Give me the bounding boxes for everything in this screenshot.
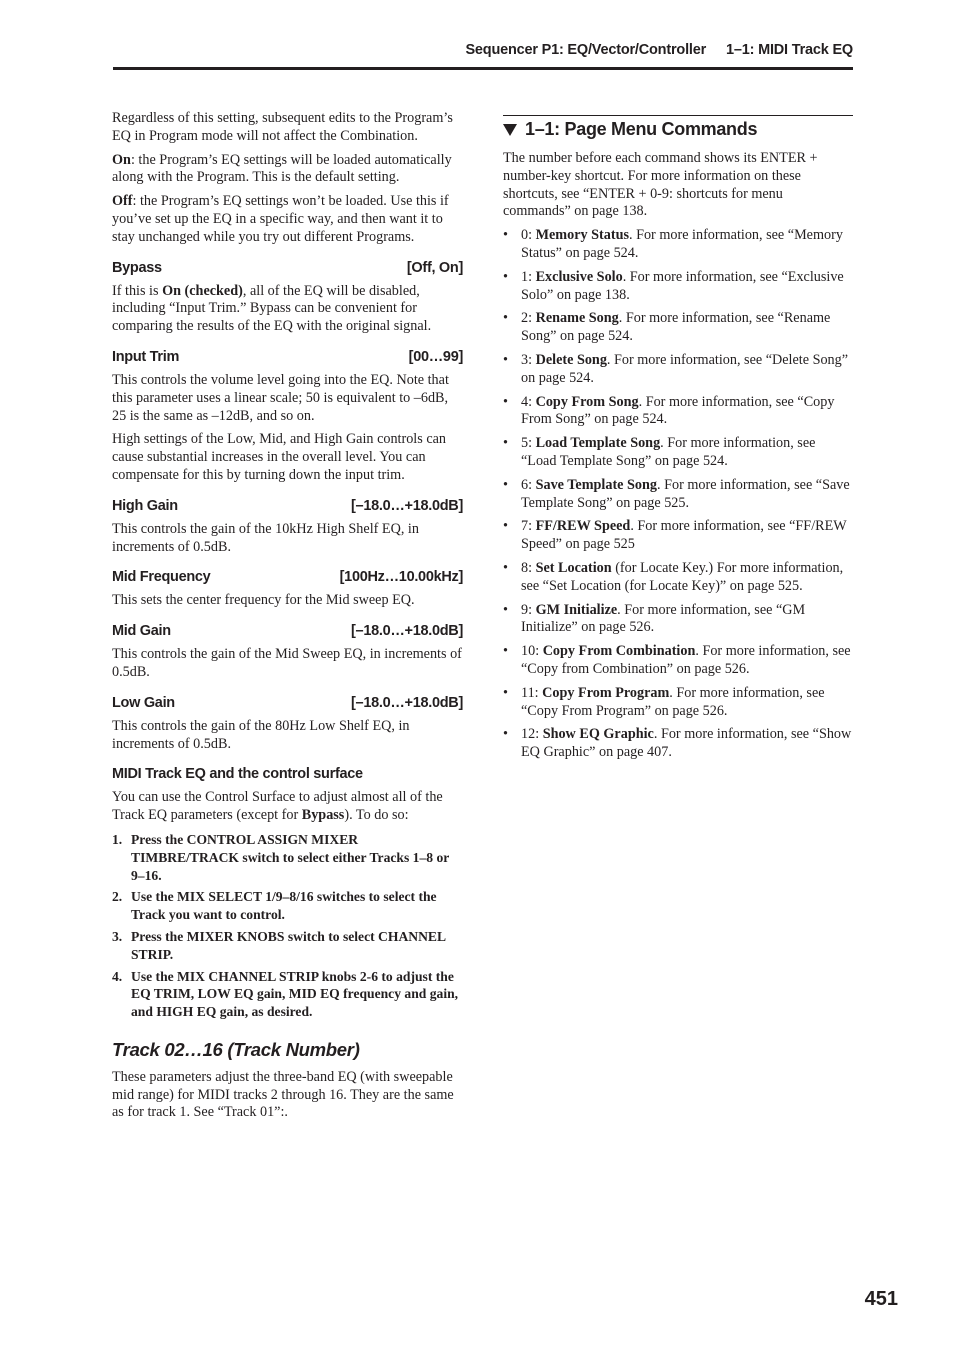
list-item: • 9: GM Initialize. For more information, see “GM Initialize” on page 526. (503, 601, 806, 636)
list-item: • 8: Set Location (for Locate Key.) For more information, see “Set Location (for Locate Key)” on page 525. (503, 559, 844, 594)
bullet-icon: • (503, 643, 508, 660)
bullet-icon: • (503, 435, 508, 452)
bullet-icon: • (503, 684, 508, 701)
triangle-down-icon (503, 124, 517, 136)
control-surface-heading: MIDI Track EQ and the control surface (112, 766, 363, 783)
step-item: 1. Press the CONTROL ASSIGN MIXER TIMBRE/TRACK switch to select either Tracks 1–8 or 9–16. (112, 831, 450, 883)
param-mid-frequency: Mid Frequency [100Hz…10.00kHz] (112, 569, 463, 586)
bullet-icon: • (503, 393, 508, 410)
page-menu-intro: The number before each command shows its ENTER + number-key shortcut. For more information on these shortcuts, see “ENTER + 0-9: shortcuts for menu commands” on page 138. (503, 150, 818, 220)
list-item: • 3: Delete Song. For more information, see “Delete Song” on page 524. (503, 351, 849, 386)
list-item: • 12: Show EQ Graphic. For more information, see “Show EQ Graphic” on page 407. (503, 726, 852, 761)
input-trim-description: This controls the volume level going into the EQ. Note that this parameter uses a linear scale; 50 is equivalent to –6dB, 25 is the same as –12dB, and so on. (112, 371, 449, 424)
param-high-gain: High Gain [–18.0…+18.0dB] (112, 497, 463, 514)
step-item: 4. Use the MIX CHANNEL STRIP knobs 2-6 to adjust the EQ TRIM, LOW EQ gain, MID EQ frequency and gain, and HIGH EQ gain, as desired. (112, 968, 459, 1020)
list-item: • 10: Copy From Combination. For more information, see “Copy from Combination” on page 526. (503, 643, 851, 677)
mid-gain-description: This controls the gain of the Mid Sweep EQ, in increments of 0.5dB. (112, 646, 462, 680)
input-trim-note: High settings of the Low, Mid, and High Gain controls can cause substantial increases in the overall level. You can compensate for this by turning down the input trim. (112, 431, 447, 483)
running-head (113, 42, 853, 62)
step-item: 3. Press the MIXER KNOBS switch to select CHANNEL STRIP. (112, 928, 446, 962)
header-section: Sequencer P1: EQ/Vector/Controller (465, 42, 707, 58)
bullet-icon: • (503, 476, 508, 493)
param-low-gain: Low Gain [–18.0…+18.0dB] (112, 694, 463, 711)
bullet-icon: • (503, 559, 508, 576)
intro-paragraph: Regardless of this setting, subsequent edits to the Program’s EQ in Program mode will not affect the Combination. (112, 110, 453, 144)
mid-frequency-description: This sets the center frequency for the Mid sweep EQ. (112, 592, 415, 609)
off-paragraph: Off: the Program’s EQ settings won’t be loaded. Use this if you’ve set up the EQ in a specific way, and then want it to stay unchanged while you try out different Programs. (112, 193, 449, 245)
page-menu-heading: 1–1: Page Menu Commands (503, 119, 853, 140)
list-item: • 2: Rename Song. For more information, see “Rename Song” on page 524. (503, 310, 831, 345)
step-item: 2. Use the MIX SELECT 1/9–8/16 switches to select the Track you want to control. (112, 889, 437, 923)
bullet-icon: • (503, 518, 508, 535)
low-gain-description: This controls the gain of the 80Hz Low Shelf EQ, in increments of 0.5dB. (112, 717, 410, 752)
page-number: 451 (864, 1288, 898, 1310)
bullet-icon: • (503, 268, 508, 285)
bullet-icon: • (503, 227, 508, 244)
bullet-icon: • (503, 726, 508, 743)
track-heading: Track 02…16 (Track Number) (112, 1038, 360, 1060)
bullet-icon: • (503, 310, 508, 327)
header-page: 1–1: MIDI Track EQ (726, 42, 853, 58)
bullet-icon: • (503, 601, 508, 618)
command-list (503, 227, 853, 762)
param-bypass: Bypass [Off, On] (112, 259, 463, 276)
list-item: • 4: Copy From Song. For more information, see “Copy From Song” on page 524. (503, 393, 835, 428)
on-paragraph: On: the Program’s EQ settings will be loaded automatically along with the Program. This is the default setting. (112, 151, 452, 186)
bullet-icon: • (503, 351, 508, 368)
list-item: • 11: Copy From Program. For more information, see “Copy From Program” on page 526. (503, 684, 825, 719)
control-surface-intro: You can use the Control Surface to adjust almost all of the Track EQ parameters (except for Bypass). To do so: (112, 789, 443, 824)
list-item: • 7: FF/REW Speed. For more information, see “FF/REW Speed” on page 525 (503, 518, 847, 553)
control-surface-steps (112, 831, 463, 1021)
list-item: • 1: Exclusive Solo. For more information, see “Exclusive Solo” on page 138. (503, 268, 844, 303)
list-item: • 6: Save Template Song. For more information, see “Save Template Song” on page 525. (503, 476, 850, 511)
list-item: • 0: Memory Status. For more information, see “Memory Status” on page 524. (503, 227, 843, 261)
section-rule (503, 115, 853, 116)
header-rule (113, 67, 853, 70)
left-column (112, 110, 463, 1128)
right-column (503, 110, 853, 768)
param-mid-gain: Mid Gain [–18.0…+18.0dB] (112, 623, 463, 640)
high-gain-description: This controls the gain of the 10kHz High Shelf EQ, in increments of 0.5dB. (112, 520, 419, 555)
track-description: These parameters adjust the three-band EQ (with sweepable mid range) for MIDI tracks 2 through 16. They are the same as for track 1. See “Track 01”:. (112, 1068, 454, 1121)
param-input-trim: Input Trim [00…99] (112, 348, 463, 365)
list-item: • 5: Load Template Song. For more information, see “Load Template Song” on page 524. (503, 435, 816, 469)
bypass-description: If this is On (checked), all of the EQ will be disabled, including “Input Trim.” Bypass can be convenient for comparing the results of the EQ with the original signal. (112, 282, 432, 335)
